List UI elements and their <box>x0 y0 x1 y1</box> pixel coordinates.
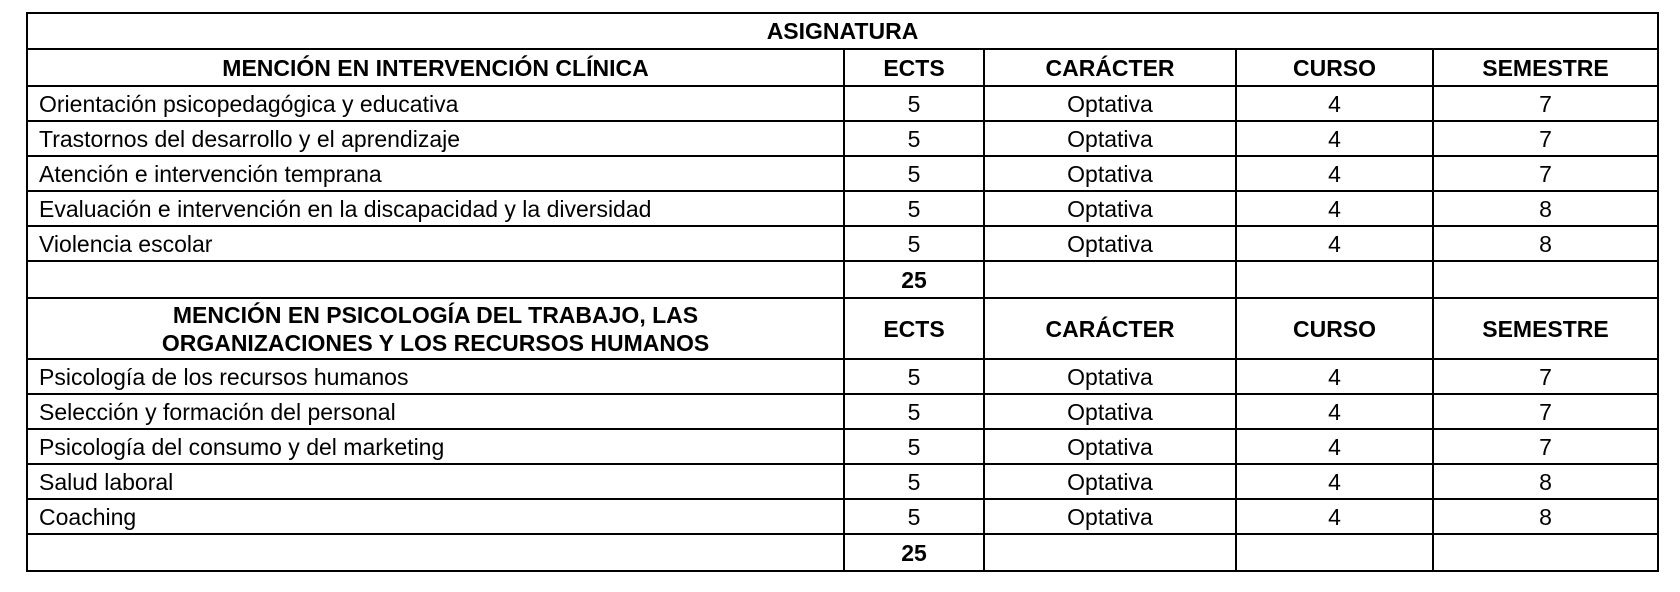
section-header-row <box>27 49 1658 86</box>
semestre-cell: 7 <box>1433 86 1658 121</box>
caracter-cell: Optativa <box>984 429 1236 464</box>
ects-cell: 5 <box>844 359 984 394</box>
table-title: ASIGNATURA <box>27 13 1658 49</box>
table-row <box>27 394 1658 429</box>
course-table <box>26 12 1659 572</box>
ects-cell: 5 <box>844 499 984 534</box>
curso-cell: 4 <box>1236 86 1433 121</box>
total-empty-cell <box>27 261 844 298</box>
total-empty-cell <box>984 261 1236 298</box>
section-heading-line: ORGANIZACIONES Y LOS RECURSOS HUMANOS <box>161 329 710 356</box>
table-row <box>27 464 1658 499</box>
column-header: ECTS <box>844 298 984 359</box>
table-row <box>27 121 1658 156</box>
column-header: CURSO <box>1236 298 1433 359</box>
ects-cell: 5 <box>844 86 984 121</box>
caracter-cell: Optativa <box>984 464 1236 499</box>
column-header: SEMESTRE <box>1433 49 1658 86</box>
total-empty-cell <box>27 534 844 571</box>
ects-cell: 5 <box>844 429 984 464</box>
ects-cell: 5 <box>844 394 984 429</box>
section-heading-line: MENCIÓN EN INTERVENCIÓN CLÍNICA <box>222 54 649 81</box>
total-empty-cell <box>1236 261 1433 298</box>
table-row <box>27 191 1658 226</box>
caracter-cell: Optativa <box>984 86 1236 121</box>
subject-name: Selección y formación del personal <box>27 394 844 429</box>
total-row <box>27 261 1658 298</box>
total-row <box>27 534 1658 571</box>
caracter-cell: Optativa <box>984 121 1236 156</box>
ects-cell: 5 <box>844 156 984 191</box>
section-heading <box>27 298 844 359</box>
semestre-cell: 7 <box>1433 394 1658 429</box>
table-row <box>27 429 1658 464</box>
subject-name: Psicología del consumo y del marketing <box>27 429 844 464</box>
subject-name: Evaluación e intervención en la discapacidad y la diversidad <box>27 191 844 226</box>
caracter-cell: Optativa <box>984 191 1236 226</box>
caracter-cell: Optativa <box>984 394 1236 429</box>
curso-cell: 4 <box>1236 359 1433 394</box>
subject-name: Salud laboral <box>27 464 844 499</box>
semestre-cell: 8 <box>1433 499 1658 534</box>
caracter-cell: Optativa <box>984 499 1236 534</box>
total-empty-cell <box>1433 261 1658 298</box>
curso-cell: 4 <box>1236 394 1433 429</box>
column-header: CARÁCTER <box>984 49 1236 86</box>
table-row <box>27 359 1658 394</box>
total-ects: 25 <box>844 261 984 298</box>
semestre-cell: 8 <box>1433 464 1658 499</box>
curso-cell: 4 <box>1236 464 1433 499</box>
curso-cell: 4 <box>1236 226 1433 261</box>
total-empty-cell <box>984 534 1236 571</box>
semestre-cell: 8 <box>1433 226 1658 261</box>
curso-cell: 4 <box>1236 499 1433 534</box>
semestre-cell: 7 <box>1433 359 1658 394</box>
table-row <box>27 226 1658 261</box>
caracter-cell: Optativa <box>984 156 1236 191</box>
semestre-cell: 7 <box>1433 156 1658 191</box>
table-row <box>27 156 1658 191</box>
caracter-cell: Optativa <box>984 359 1236 394</box>
semestre-cell: 7 <box>1433 121 1658 156</box>
subject-name: Atención e intervención temprana <box>27 156 844 191</box>
table-row <box>27 499 1658 534</box>
curso-cell: 4 <box>1236 429 1433 464</box>
total-empty-cell <box>1236 534 1433 571</box>
section-heading-line: MENCIÓN EN PSICOLOGÍA DEL TRABAJO, LAS <box>172 301 699 328</box>
column-header: CARÁCTER <box>984 298 1236 359</box>
curso-cell: 4 <box>1236 121 1433 156</box>
subject-name: Coaching <box>27 499 844 534</box>
section-heading <box>27 49 844 86</box>
subject-name: Orientación psicopedagógica y educativa <box>27 86 844 121</box>
subject-name: Trastornos del desarrollo y el aprendizaje <box>27 121 844 156</box>
section-header-row <box>27 298 1658 359</box>
semestre-cell: 8 <box>1433 191 1658 226</box>
column-header: ECTS <box>844 49 984 86</box>
caracter-cell: Optativa <box>984 226 1236 261</box>
ects-cell: 5 <box>844 121 984 156</box>
subject-name: Violencia escolar <box>27 226 844 261</box>
table-row <box>27 86 1658 121</box>
curso-cell: 4 <box>1236 191 1433 226</box>
ects-cell: 5 <box>844 191 984 226</box>
column-header: CURSO <box>1236 49 1433 86</box>
total-ects: 25 <box>844 534 984 571</box>
table-title-row <box>27 13 1658 49</box>
subject-name: Psicología de los recursos humanos <box>27 359 844 394</box>
ects-cell: 5 <box>844 464 984 499</box>
semestre-cell: 7 <box>1433 429 1658 464</box>
column-header: SEMESTRE <box>1433 298 1658 359</box>
total-empty-cell <box>1433 534 1658 571</box>
ects-cell: 5 <box>844 226 984 261</box>
curso-cell: 4 <box>1236 156 1433 191</box>
